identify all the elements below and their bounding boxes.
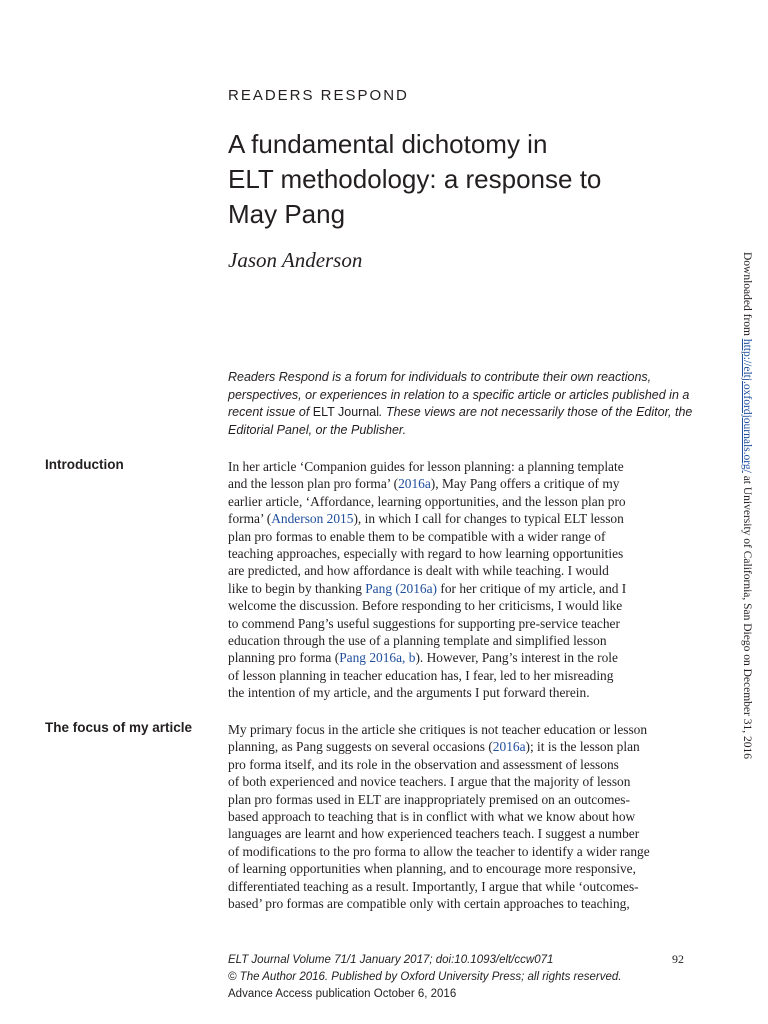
text-line: based approach to teaching that is in conflict with what we know about how bbox=[228, 809, 636, 825]
copyright-notice: © The Author 2016. Published by Oxford University Press; all rights reserved. bbox=[228, 971, 622, 983]
text-line: differentiated teaching as a result. Importantly, I argue that while ‘outcomes- bbox=[228, 878, 639, 894]
text-line: teaching approaches, especially with regard to how learning opportunities bbox=[228, 546, 624, 562]
text-line: languages are learnt and how experienced teachers teach. I suggest a number bbox=[228, 826, 640, 842]
text-line bbox=[228, 580, 698, 597]
text-line: to commend Pang’s useful suggestions for supporting pre-service teacher bbox=[228, 615, 620, 631]
text-line: based’ pro formas are compatible only with certain approaches to teaching, bbox=[228, 896, 630, 912]
text-segment: forma’ ( bbox=[228, 511, 272, 527]
author-name: Jason Anderson bbox=[228, 248, 363, 272]
text-line: pro forma itself, and its role in the observation and assessment of lessons bbox=[228, 756, 619, 772]
text-segment: for her critique of my article, and I bbox=[437, 580, 627, 596]
text-segment: like to begin by thanking bbox=[228, 580, 366, 596]
focus-paragraph bbox=[228, 721, 698, 912]
text-line bbox=[228, 510, 698, 527]
text-segment: ). However, Pang’s interest in the role bbox=[415, 650, 618, 666]
journal-citation: ELT Journal Volume 71/1 January 2017; doi:10.1093/elt/ccw071 bbox=[228, 954, 554, 966]
citation-link[interactable]: 2016a bbox=[398, 476, 431, 492]
heading-focus: The focus of my article bbox=[45, 720, 193, 735]
text-line: of learning opportunities when planning, and to encourage more responsive, bbox=[228, 861, 636, 877]
text-line: of modifications to the pro forma to allow the teacher to identify a wider range bbox=[228, 843, 650, 859]
text-line: education through the use of a planning template and simplified lesson bbox=[228, 633, 607, 649]
title-line: May Pang bbox=[228, 199, 346, 229]
journal-name: ELT Journal bbox=[312, 405, 380, 420]
page-number: 92 bbox=[672, 952, 684, 966]
download-prefix: Downloaded from bbox=[741, 252, 753, 339]
text-segment: planning, as Pang suggests on several occasions ( bbox=[228, 739, 493, 755]
text-segment: ); it is the lesson plan bbox=[525, 739, 640, 755]
text-line: of lesson planning in teacher education has, I fear, led to her misreading bbox=[228, 667, 614, 683]
text-segment: ), in which I call for changes to typical ELT lesson bbox=[353, 511, 624, 527]
title-line: ELT methodology: a response to bbox=[228, 164, 602, 194]
text-line bbox=[228, 649, 698, 666]
citation-link[interactable]: 2016a bbox=[492, 739, 526, 755]
text-line: plan pro formas to enable them to be compatible with a wider range of bbox=[228, 528, 606, 544]
text-segment: ), May Pang offers a critique of my bbox=[430, 476, 620, 492]
text-line: plan pro formas used in ELT are inappropriately premised on an outcomes- bbox=[228, 791, 630, 807]
note-text-part1: Readers Respond is a forum for individuals to contribute their own reactions, perspectives, or experiences in relation to a specific article or articles published in a recent issue of bbox=[228, 370, 690, 420]
title-line: A fundamental dichotomy in bbox=[228, 129, 548, 159]
heading-introduction: Introduction bbox=[45, 457, 124, 472]
text-line: the intention of my article, and the arguments I put forward therein. bbox=[228, 685, 590, 701]
text-line: earlier article, ‘Affordance, learning opportunities, and the lesson plan pro bbox=[228, 493, 626, 509]
introduction-paragraph bbox=[228, 458, 698, 702]
text-line bbox=[228, 475, 698, 492]
journal-url-link[interactable]: http://eltj.oxfordjournals.org/ bbox=[741, 338, 753, 473]
advance-access-notice: Advance Access publication October 6, 2016 bbox=[228, 988, 457, 1000]
text-line: of both experienced and novice teachers. I argue that the majority of lesson bbox=[228, 774, 631, 790]
text-line: welcome the discussion. Before responding to her criticisms, I would like bbox=[228, 598, 623, 614]
citation-link[interactable]: Pang 2016a, b bbox=[339, 650, 416, 666]
text-segment: and the lesson plan pro forma’ ( bbox=[228, 476, 399, 492]
text-line bbox=[228, 738, 698, 755]
note-text-part2: . These views are not necessarily those of the Editor, the Editorial Panel, or the Publisher. bbox=[228, 405, 693, 437]
text-segment: planning pro forma ( bbox=[228, 650, 340, 666]
page-footer bbox=[228, 952, 688, 1003]
article-title bbox=[228, 127, 688, 232]
citation-link[interactable]: Anderson 2015 bbox=[271, 511, 354, 527]
text-line: are predicted, and how affordance is dealt with while teaching. I would bbox=[228, 563, 609, 579]
readers-respond-note bbox=[228, 369, 698, 439]
download-suffix: at University of California, San Diego on December 31, 2016 bbox=[741, 472, 753, 759]
text-line: My primary focus in the article she critiques is not teacher education or lesson bbox=[228, 722, 648, 737]
text-line: In her article ‘Companion guides for lesson planning: a planning template bbox=[228, 459, 624, 474]
download-notice-text bbox=[737, 252, 757, 759]
citation-link[interactable]: Pang (2016a) bbox=[365, 580, 438, 596]
section-label: READERS RESPOND bbox=[228, 87, 409, 104]
download-notice bbox=[737, 252, 757, 772]
